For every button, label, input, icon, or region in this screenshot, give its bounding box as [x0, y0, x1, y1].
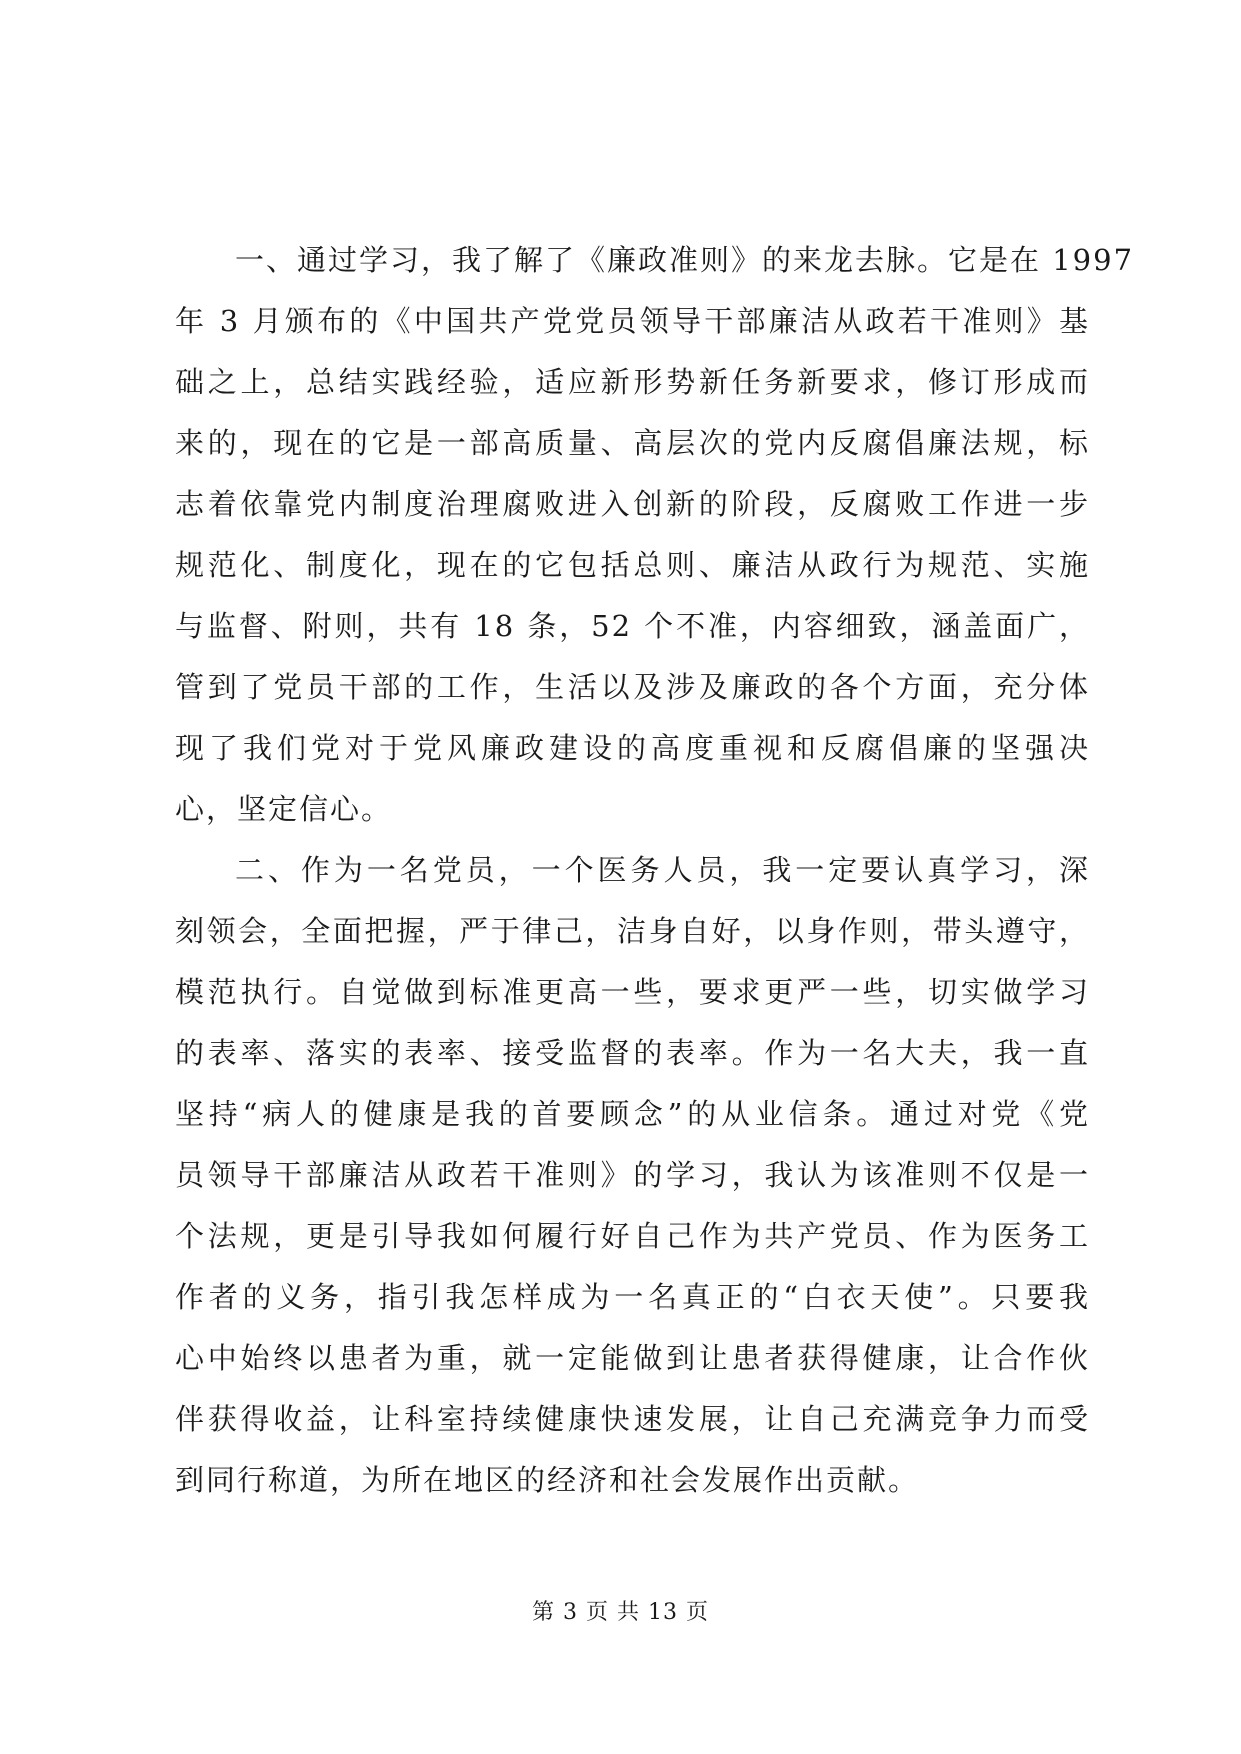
document-body — [175, 230, 1135, 1511]
paragraph-2-line: 心中始终以患者为重，就一定能做到让患者获得健康，让合作伙 — [175, 1341, 1090, 1375]
paragraph-2-line: 到同行称道，为所在地区的经济和社会发展作出贡献。 — [175, 1463, 920, 1497]
paragraph-1-line: 础之上，总结实践经验，适应新形势新任务新要求，修订形成而 — [175, 365, 1090, 399]
paragraph-1-line: 来的，现在的它是一部高质量、高层次的党内反腐倡廉法规，标 — [175, 426, 1090, 460]
paragraph-1-line: 现了我们党对于党风廉政建设的高度重视和反腐倡廉的坚强决 — [175, 731, 1090, 765]
paragraph-2-line: 坚持“病人的健康是我的首要顾念”的从业信条。通过对党《党 — [175, 1097, 1090, 1131]
paragraph-1-line: 一、通过学习，我了解了《廉政准则》的来龙去脉。它是在 1997 — [235, 243, 1135, 277]
paragraph-2-line: 作者的义务，指引我怎样成为一名真正的“白衣天使”。只要我 — [175, 1280, 1090, 1314]
page-number-footer: 第 3 页 共 13 页 — [532, 1600, 709, 1625]
paragraph-2-line: 的表率、落实的表率、接受监督的表率。作为一名大夫，我一直 — [175, 1036, 1090, 1070]
paragraph-2-line: 刻领会，全面把握，严于律己，洁身自好，以身作则，带头遵守， — [175, 914, 1090, 948]
paragraph-1-line: 与监督、附则，共有 18 条，52 个不准，内容细致，涵盖面广， — [175, 609, 1090, 643]
paragraph-2-line: 二、作为一名党员，一个医务人员，我一定要认真学习，深 — [235, 853, 1090, 887]
paragraph-1-line: 志着依靠党内制度治理腐败进入创新的阶段，反腐败工作进一步 — [175, 487, 1090, 521]
paragraph-1-line: 心，坚定信心。 — [175, 792, 393, 826]
paragraph-2-line: 员领导干部廉洁从政若干准则》的学习，我认为该准则不仅是一 — [175, 1158, 1090, 1192]
paragraph-2-line: 个法规，更是引导我如何履行好自己作为共产党员、作为医务工 — [175, 1219, 1090, 1253]
paragraph-1-line: 规范化、制度化，现在的它包括总则、廉洁从政行为规范、实施 — [175, 548, 1090, 582]
paragraph-2-line: 伴获得收益，让科室持续健康快速发展，让自己充满竞争力而受 — [175, 1402, 1090, 1436]
paragraph-1-line: 管到了党员干部的工作，生活以及涉及廉政的各个方面，充分体 — [175, 670, 1090, 704]
paragraph-1-line: 年 3 月颁布的《中国共产党党员领导干部廉洁从政若干准则》基 — [175, 304, 1090, 338]
paragraph-2-line: 模范执行。自觉做到标准更高一些，要求更严一些，切实做学习 — [175, 975, 1090, 1009]
